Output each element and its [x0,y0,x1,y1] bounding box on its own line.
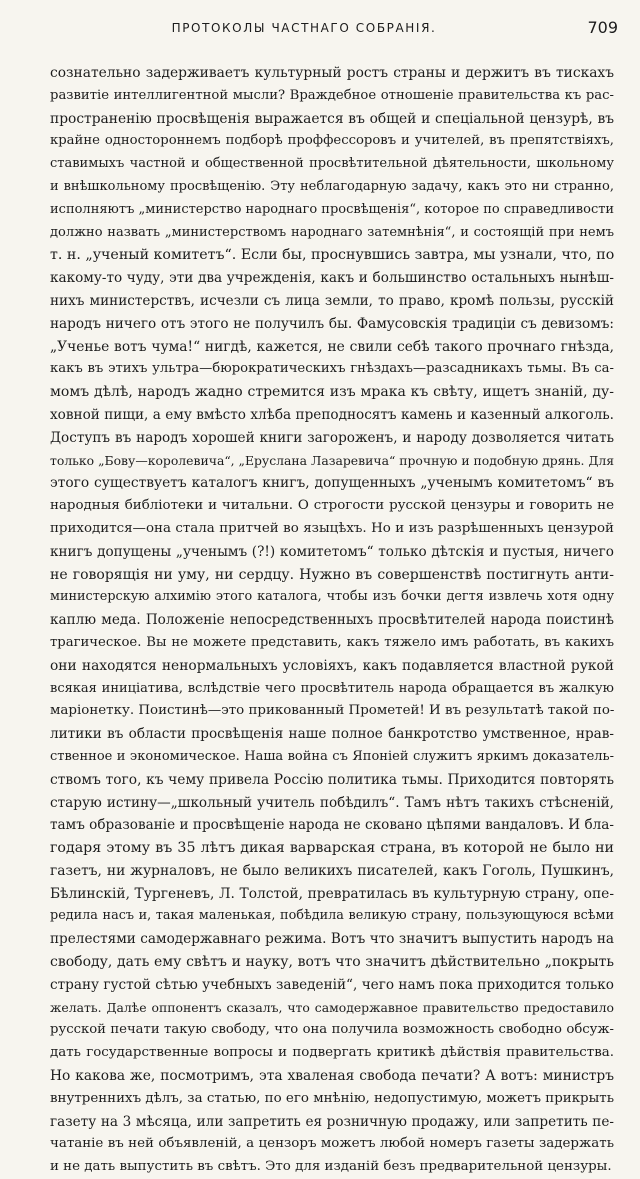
body-text [50,62,614,1179]
text-line: тамъ образованіе и просвѣщеніе народа не сковано цѣпями вандаловъ. И бла- [50,817,614,834]
text-line: редила насъ и, такая маленькая, побѣдила великую страну, пользующуюся всѣми [50,908,614,924]
text-line: газету на 3 мѣсяца, или запретить ея розничную продажу, или запретить пе- [50,1113,614,1130]
text-line: не говорящія ни уму, ни сердцу. Нужно въ совершенствѣ постигнуть анти- [50,566,614,583]
text-line: прелестями самодержавнаго режима. Вотъ что значитъ выпустить народъ на [50,931,614,948]
text-line: страну густой сѣтью учебныхъ заведеній“, чего намъ пока приходится только [50,976,614,993]
text-line: какому-то чуду, эти два учрежденія, какъ и большинство остальныхъ нынѣш- [50,270,614,287]
text-line: Доступъ въ народъ хорошей книги загороженъ, и народу дозволяется читать [50,429,614,446]
text-line: только „Бову—королевича“, „Еруслана Лазаревича“ прочную и подобную дрянь. Для [50,452,615,468]
text-line: сознательно задерживаетъ культурный ростъ страны и держитъ въ тискахъ [50,65,614,81]
text-line: годаря этому въ 35 лѣтъ дикая варварская страна, въ которой не было ни [50,840,614,857]
text-line: и не дать выпустить въ свѣтъ. Это для изданій безъ предварительной цензуры. [50,1159,612,1175]
text-line: трагическое. Вы не можете представить, какъ тяжело имъ работать, въ какихъ [50,634,614,650]
text-line: газетъ, ни журналовъ, не было великихъ писателей, какъ Гоголь, Пушкинъ, [50,862,614,879]
text-line: желать. Далѣе оппонентъ сказалъ, что самодержавное правительство предоставило [50,999,614,1015]
text-line: Но какова же, посмотримъ, эта хваленая свобода печати? А вотъ: министръ [50,1068,614,1085]
text-line: Бѣлинскій, Тургеневъ, Л. Толстой, превратилась въ культурную страну, опе- [50,885,614,902]
text-line: т. н. „ученый комитетъ“. Если бы, проснувшись завтра, мы узнали, что, по [50,247,615,264]
text-line: развитіе интеллигентной мысли? Враждебное отношеніе правительства къ рас- [50,87,614,103]
page-number: 709 [587,18,618,37]
text-line: исполняютъ „министерство народнаго просвѣщенія“, которое по справедливости [50,201,615,217]
text-line: русской печати такую свободу, что она получила возможность свободно обсуж- [50,1022,614,1038]
text-line: чатаніе въ ней объявленій, а цензоръ можетъ любой номеръ газеты задержать [50,1136,614,1152]
text-line: пространенію просвѣщенія выражается въ общей и спеціальной цензурѣ, въ [50,110,614,127]
text-line: должно назвать „министерствомъ народнаго затемнѣнія“, и состоящій при немъ [50,224,614,240]
text-line: крайне одностороннемъ подборѣ проффессоровъ и учителей, въ препятствіяхъ, [50,133,614,149]
text-line: книгъ допущены „ученымъ (?!) комитетомъ“ только дѣтскія и пустыя, ничего [50,543,614,560]
text-line: нихъ министерствъ, исчезли съ лица земли, то право, кромѣ пользы, русскій [50,292,614,309]
text-line: каплю меда. Положеніе непосредственныхъ просвѣтителей народа поистинѣ [50,612,614,629]
page-header [0,18,640,42]
text-line: этого существуетъ каталогъ книгъ, допущенныхъ „ученымъ комитетомъ“ въ [50,475,614,492]
running-title: ПРОТОКОЛЫ ЧАСТНАГО СОБРАНІЯ. [171,21,437,35]
text-line: какъ въ этихъ ультра—бюрократическихъ гнѣздахъ—разсадникахъ тьмы. Въ са- [50,361,614,377]
text-line: народъ ничего отъ этого не получилъ бы. Фамусовскія традиціи съ девизомъ: [50,315,614,332]
text-line: и внѣшкольному просвѣщенію. Эту неблагодарную задачу, какъ это ни странно, [50,178,614,194]
text-line: свободу, дать ему свѣтъ и науку, вотъ что значитъ дѣйствительно „покрыть [50,954,614,971]
text-line: момъ дѣлѣ, народъ жадно стремится изъ мрака къ свѣту, ищетъ знаній, ду- [50,384,614,401]
text-line: ствомъ того, къ чему привела Россію политика тьмы. Приходится повторять [50,771,614,788]
text-line: министерскую алхимію этого каталога, чтобы изъ бочки дегтя извлечь хотя одну [50,589,614,605]
text-line: народныя библіотеки и читальни. О строгости русской цензуры и говорить не [50,498,614,514]
text-line: они находятся ненормальныхъ условіяхъ, какъ подавляется властной рукой [50,657,614,674]
text-line: приходится—она стала притчей во языцѣхъ. Но и изъ разрѣшенныхъ цензурой [50,520,614,536]
text-line: ставимыхъ частной и общественной просвѣтительной дѣятельности, школьному [50,156,614,172]
text-line: „Ученье вотъ чума!“ нигдѣ, кажется, не свили себѣ такого прочнаго гнѣзда, [50,338,614,355]
text-line: старую истину—„школьный учитель побѣдилъ“. Тамъ нѣтъ такихъ стѣсненій, [50,794,614,811]
text-line: дать государственные вопросы и подвергать критикѣ дѣйствія правительства. [50,1045,614,1061]
text-line: ственное и экономическое. Наша война съ Японіей служитъ яркимъ доказатель- [50,748,614,764]
text-line: маріонетку. Поистинѣ—это прикованный Прометей! И въ результатѣ такой по- [50,703,615,719]
text-line: литики въ области просвѣщенія наше полное банкротство умственное, нрав- [50,726,614,743]
text-line: внутреннихъ дѣлъ, за статью, по его мнѣнію, недопустимую, можетъ прикрыть [50,1090,614,1106]
text-line: всякая иниціатива, вслѣдствіе чего просвѣтитель народа обращается въ жалкую [50,680,614,696]
text-line: ховной пищи, а ему вмѣсто хлѣба преподносятъ камень и казенный алкоголь. [50,406,614,423]
